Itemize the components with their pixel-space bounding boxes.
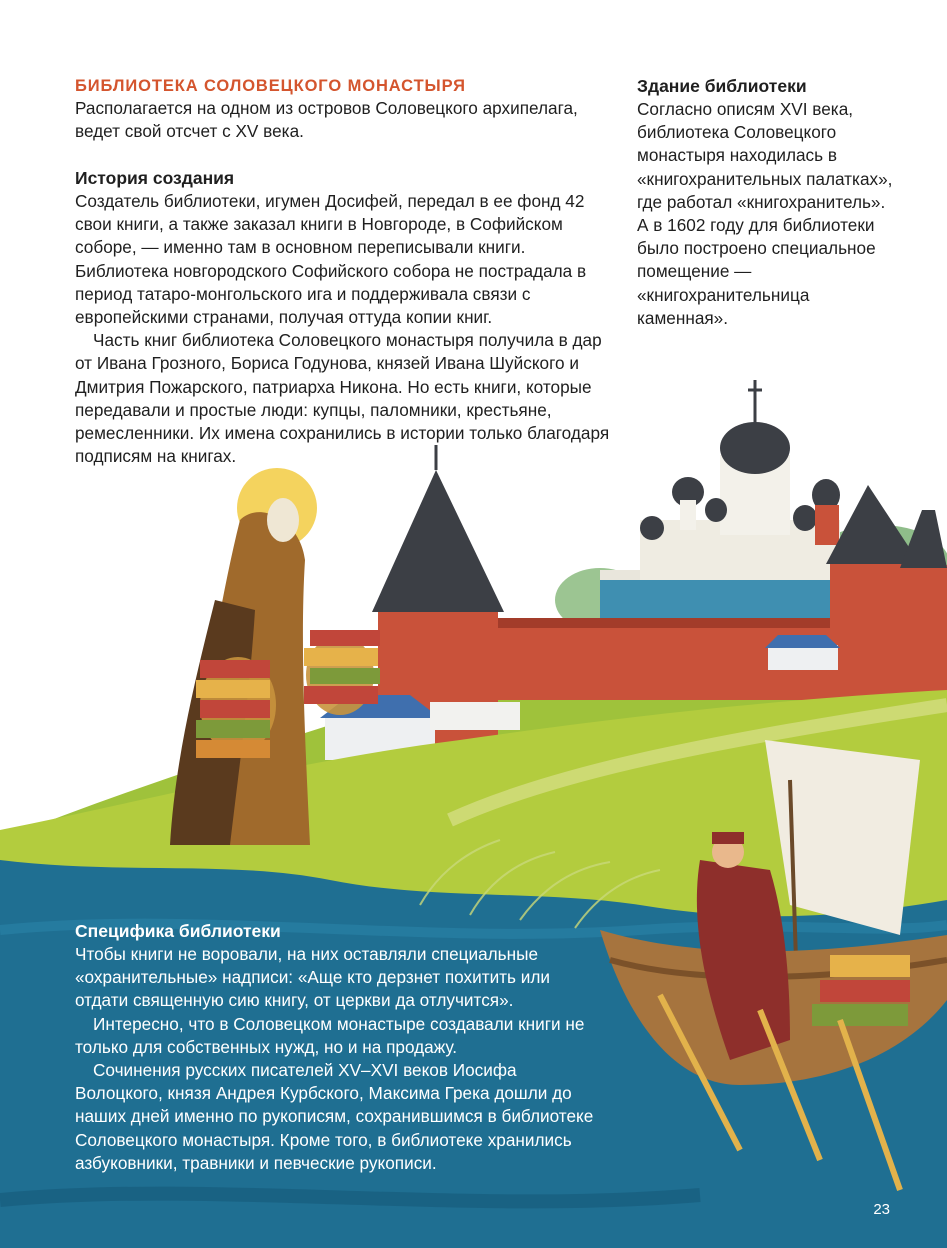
intro-section <box>75 75 615 143</box>
building-heading: Здание библиотеки <box>637 76 807 96</box>
building-section <box>637 75 895 330</box>
specific-paragraph-2: Интересно, что в Соловецком монастыре создавали книги не только для собственных нужд, но и на продажу. <box>75 1013 585 1057</box>
specific-heading: Специфика библиотеки <box>75 921 281 941</box>
intro-text: Располагается на одном из островов Соловецкого архипелага, ведет свой отсчет с XV века. <box>75 98 578 142</box>
page-number: 23 <box>873 1201 890 1218</box>
history-paragraph-1: Создатель библиотеки, игумен Досифей, передал в ее фонд 42 свои книги, а также заказал книги в Новгороде, в Софийском соборе, — именно там в основном переписывали книги. Библиотека новгородского Софийского собора не пострадала в период татаро-монгольского ига и поддерживала связи с европейскими странами, получая оттуда копии книг. <box>75 191 587 328</box>
cathedral <box>640 380 840 580</box>
history-heading: История создания <box>75 168 235 188</box>
sea-wave-2 <box>0 1194 700 1202</box>
history-paragraph-2: Часть книг библиотека Соловецкого монастыря получила в дар от Ивана Грозного, Бориса Годунова, князей Ивана Шуйского и Дмитрия Пожарского, патриарха Никона. Но есть книги, которые передавали и простые люди: купцы, паломники, крестьяне, ремесленники. Их имена сохранились в истории только благодаря подписям на книгах. <box>75 330 610 467</box>
section-kicker: БИБЛИОТЕКА СОЛОВЕЦКОГО МОНАСТЫРЯ <box>75 77 466 95</box>
building-text: Согласно описям XVI века, библиотека Соловецкого монастыря находилась в «книгохранительных палатках», где работал «книгохранитель». А в 1602 году для библиотеки было построено специальное помещение — «книгохранительница каменная». <box>637 99 893 328</box>
history-section <box>75 167 620 468</box>
specific-paragraph-3: Сочинения русских писателей XV–XVI веков Иосифа Волоцкого, князя Андрея Курбского, Максима Грека дошли до наших дней именно по рукописям, сохранившимся в библиотеке Соловецкого монастыря. Кроме того, в библиотеке хранились азбуковники, травники и певческие рукописи. <box>75 1060 594 1173</box>
specific-section <box>75 920 595 1175</box>
specific-paragraph-1: Чтобы книги не воровали, на них оставляли специальные «охранительные» надписи: «Аще кто дерзнет похитить или отдати священную сию книгу, от церкви да отлучится». <box>75 944 551 1011</box>
